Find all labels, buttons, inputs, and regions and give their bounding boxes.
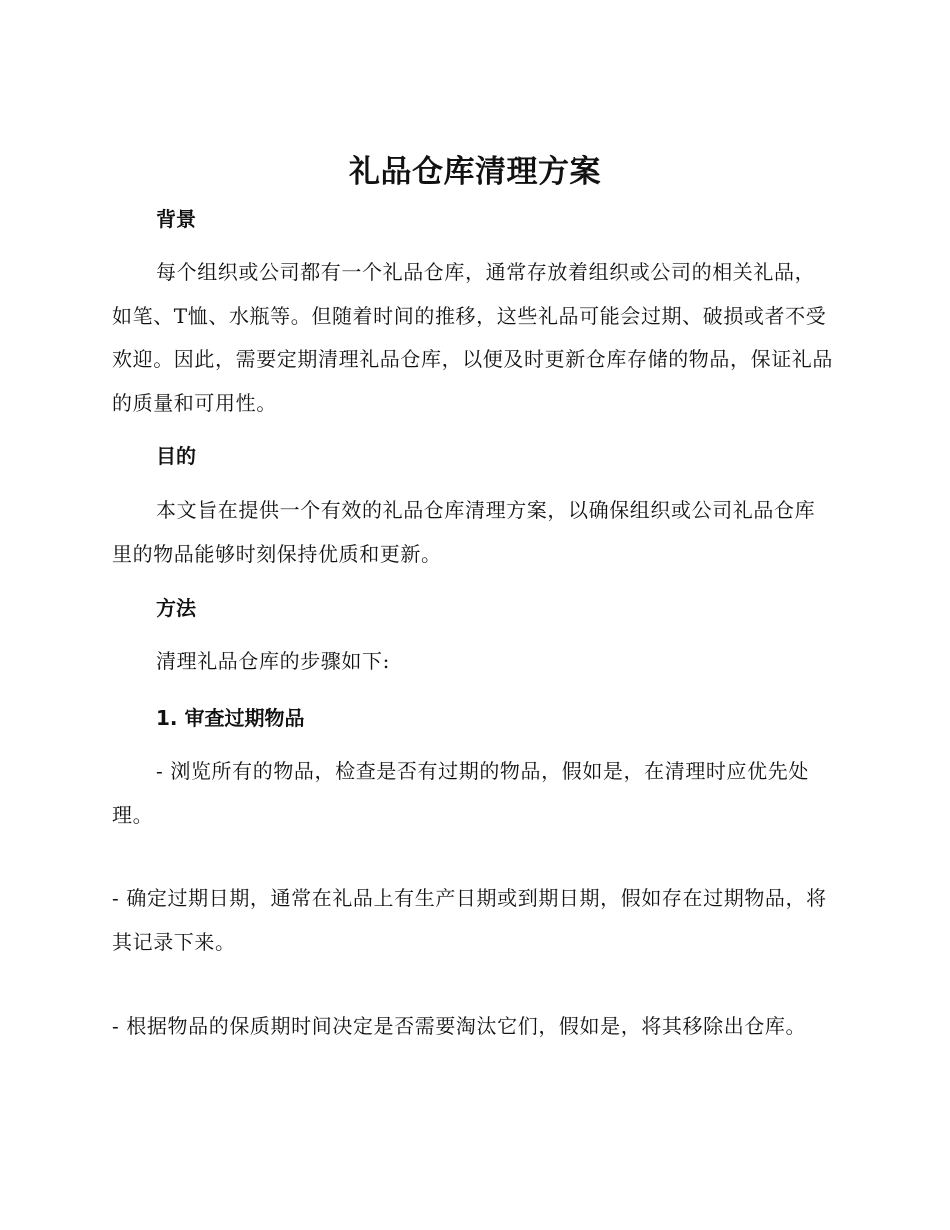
step-1-item: - 根据物品的保质期时间决定是否需要淘汰它们，假如是，将其移除出仓库。 xyxy=(112,1014,807,1038)
step-1-heading: 1. 审查过期物品 xyxy=(156,706,305,730)
section-heading-background: 背景 xyxy=(156,207,196,231)
section-heading-purpose: 目的 xyxy=(156,444,196,468)
background-paragraph: 每个组织或公司都有一个礼品仓库，通常存放着组织或公司的相关礼品，如笔、T恤、水瓶等。但随着时间的推移，这些礼品可能会过期、破损或者不受欢迎。因此，需要定期清理礼品仓库，以便及时更新仓库存储的物品，保证礼品的质量和可用性。 xyxy=(112,260,833,415)
purpose-paragraph: 本文旨在提供一个有效的礼品仓库清理方案，以确保组织或公司礼品仓库里的物品能够时刻保持优质和更新。 xyxy=(112,498,816,566)
document-title: 礼品仓库清理方案 xyxy=(349,154,601,190)
method-intro-paragraph: 清理礼品仓库的步骤如下: xyxy=(156,649,390,673)
step-1-item: - 浏览所有的物品，检查是否有过期的物品，假如是，在清理时应优先处理。 xyxy=(112,759,809,827)
section-heading-method: 方法 xyxy=(156,596,196,620)
step-1-item: - 确定过期日期，通常在礼品上有生产日期或到期日期，假如存在过期物品，将其记录下来。 xyxy=(112,886,827,954)
